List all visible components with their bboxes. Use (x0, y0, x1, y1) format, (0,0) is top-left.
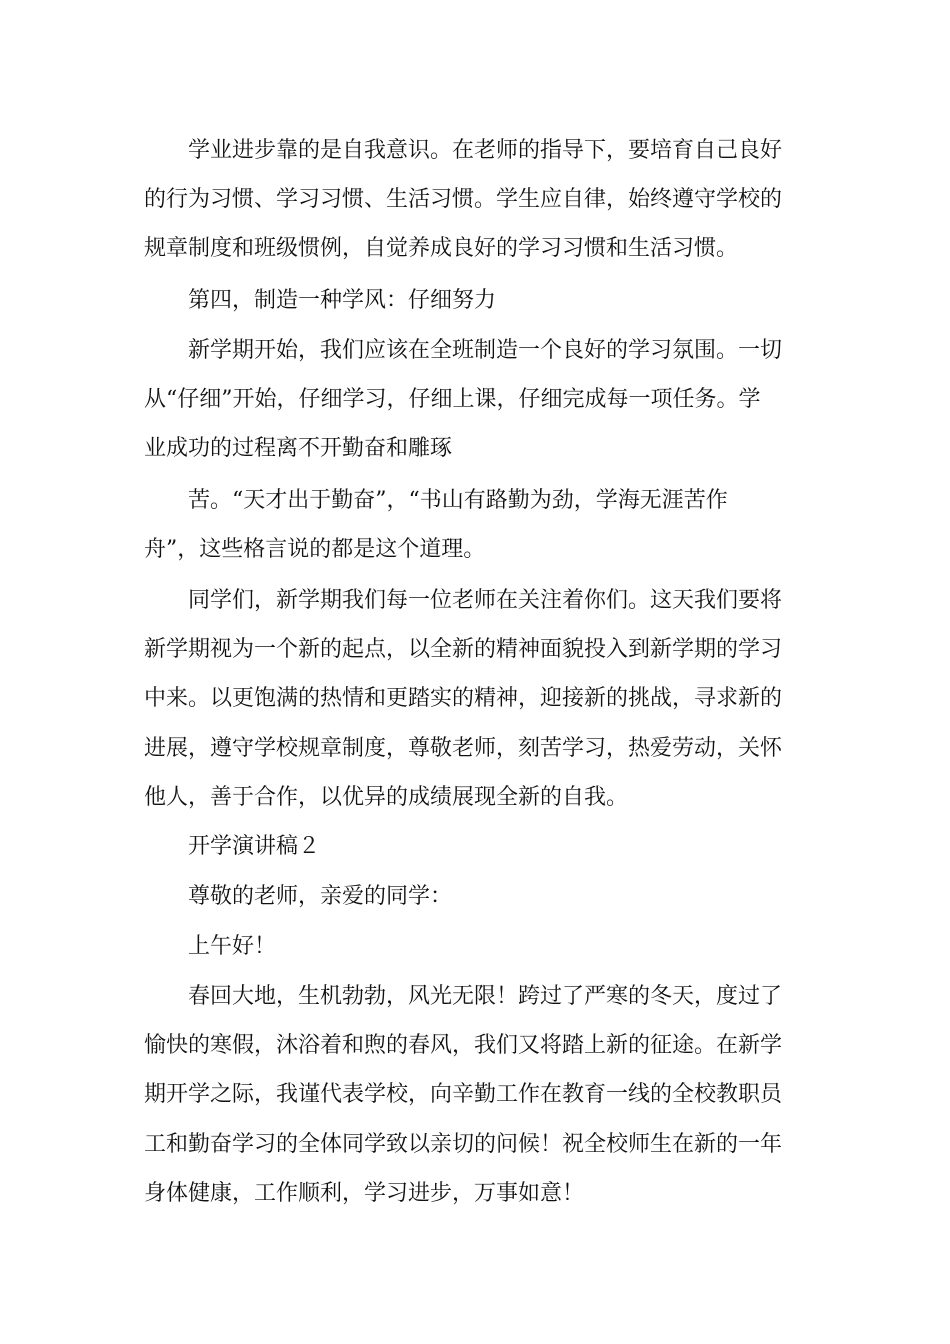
text-line: 开学演讲稿２ (188, 834, 321, 859)
text-line: 春回大地，生机勃勃，风光无限！跨过了严寒的冬天，度过了 (188, 984, 783, 1009)
salutation (144, 872, 808, 921)
text-line: 工和勤奋学习的全体同学致以亲切的问候！祝全校师生在新的一年 (144, 1131, 783, 1157)
text-line: 他人，善于合作，以优异的成绩展现全新的自我。 (144, 784, 629, 810)
text-line: 中来。以更饱满的热情和更踏实的精神，迎接新的挑战，寻求新的 (144, 686, 783, 712)
text-line: 进展，遵守学校规章制度，尊敬老师，刻苦学习，热爱劳动，关怀 (144, 735, 783, 761)
text-line: 学业进步靠的是自我意识。在老师的指导下，要培育自己良好 (188, 138, 783, 163)
text-line: 舟”，这些格言说的都是这个道理。 (144, 537, 486, 563)
text-line: 的行为习惯、学习习惯、生活习惯。学生应自律，始终遵守学校的 (144, 187, 783, 213)
text-line: 尊敬的老师，亲爱的同学： (188, 884, 453, 909)
text-line: 苦。“天才出于勤奋”，“书山有路勤为劲，学海无涯苦作 (188, 488, 728, 513)
section-heading-fourth (144, 276, 808, 325)
speech-title-2 (144, 822, 808, 871)
paragraph-new-semester (144, 576, 808, 822)
text-line: 新学期开始，我们应该在全班制造一个良好的学习氛围。一切 (188, 338, 783, 363)
text-line: 第四，制造一种学风：仔细努力 (188, 288, 497, 313)
paragraph-study-atmosphere (144, 326, 808, 474)
greeting (144, 922, 808, 971)
text-line: 业成功的过程离不开勤奋和雕琢 (144, 436, 453, 462)
text-line: 从“仔细”开始，仔细学习，仔细上课，仔细完成每一项任务。学 (144, 387, 761, 413)
text-line: 愉快的寒假，沐浴着和煦的春风，我们又将踏上新的征途。在新学 (144, 1033, 783, 1059)
text-line: 上午好！ (188, 934, 277, 959)
paragraph-self-awareness (144, 126, 808, 274)
text-line: 规章制度和班级惯例，自觉养成良好的学习习惯和生活习惯。 (144, 236, 739, 262)
text-line: 期开学之际，我谨代表学校，向辛勤工作在教育一线的全校教职员 (144, 1082, 783, 1108)
text-line: 同学们，新学期我们每一位老师在关注着你们。这天我们要将 (188, 588, 783, 613)
text-line: 身体健康，工作顺利，学习进步，万事如意！ (144, 1180, 585, 1206)
paragraph-proverbs (144, 476, 808, 574)
text-line: 新学期视为一个新的起点，以全新的精神面貌投入到新学期的学习 (144, 637, 783, 663)
paragraph-spring (144, 972, 808, 1218)
